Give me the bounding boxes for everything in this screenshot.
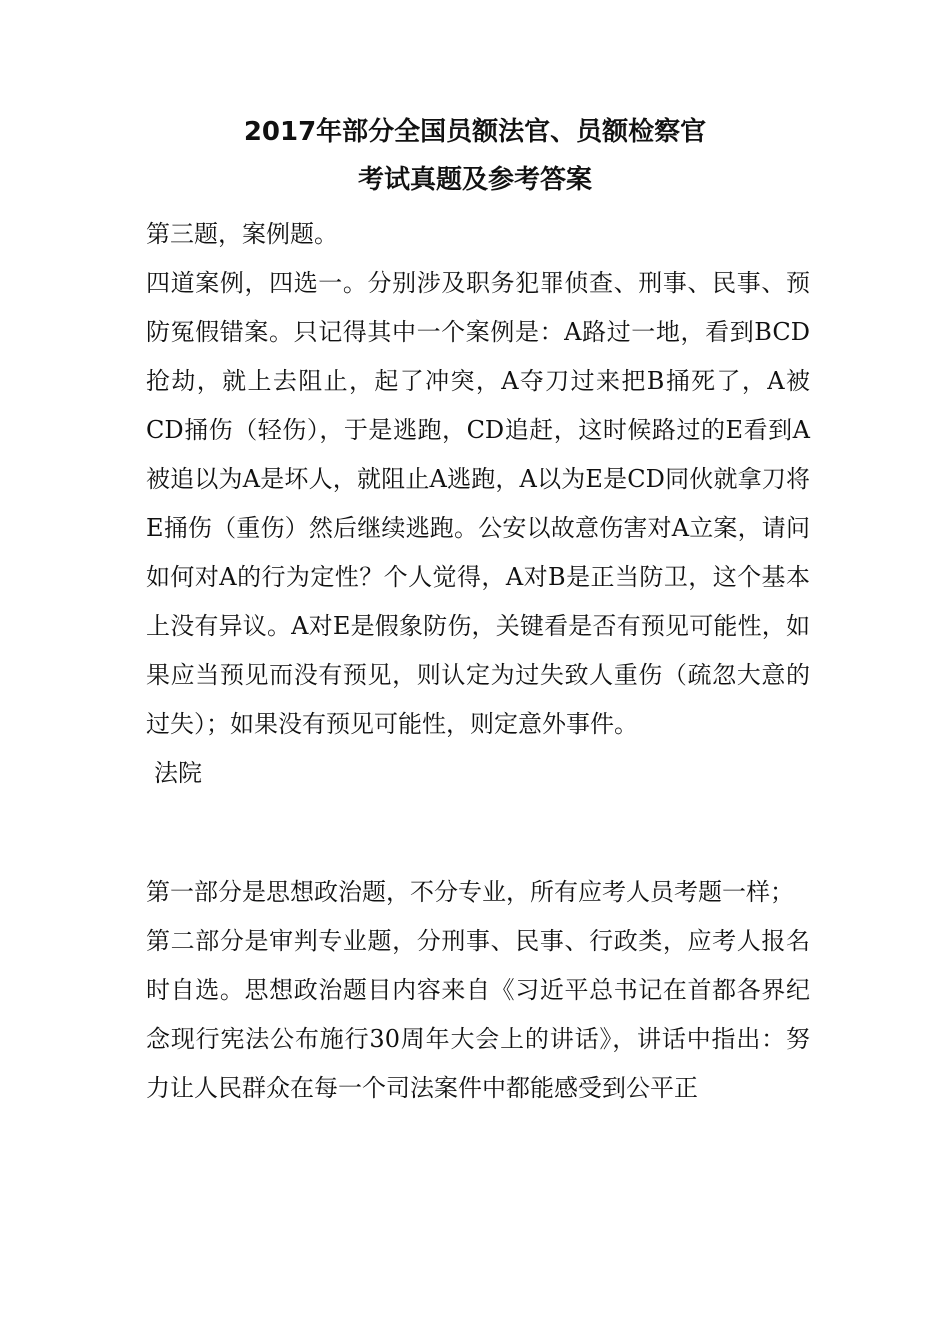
court-section-label: 法院 — [154, 759, 202, 787]
blank-space — [146, 798, 810, 868]
part-one-paragraph: 第一部分是思想政治题，不分专业，所有应考人员考题一样； — [146, 878, 794, 906]
document-body — [146, 210, 810, 1113]
title-line-2: 考试真题及参考答案 — [357, 165, 592, 195]
document-title — [0, 108, 950, 204]
part-two-paragraph: 第二部分是审判专业题，分刑事、民事、行政类，应考人报名时自选。思想政治题目内容来自《习近平总书记在首都各界纪念现行宪法公布施行30周年大会上的讲话》，讲话中指出：努力让人民群众在每一个司法案件中都能感受到公平正 — [146, 927, 810, 1102]
section-heading: 第三题，案例题。 — [146, 220, 338, 248]
title-line-1: 2017年部分全国员额法官、员额检察官 — [243, 117, 707, 147]
case-paragraph: 四道案例，四选一。分别涉及职务犯罪侦查、刑事、民事、预防冤假错案。只记得其中一个案例是：A路过一地，看到BCD抢劫，就上去阻止，起了冲突，A夺刀过来把B捅死了，A被CD捅伤（轻伤），于是逃跑，CD追赶，这时候路过的E看到A被追以为A是坏人，就阻止A逃跑，A以为E是CD同伙就拿刀将E捅伤（重伤）然后继续逃跑。公安以故意伤害对A立案，请问如何对A的行为定性？个人觉得，A对B是正当防卫，这个基本上没有异议。A对E是假象防伤，关键看是否有预见可能性，如果应当预见而没有预见，则认定为过失致人重伤（疏忽大意的过失）；如果没有预见可能性，则定意外事件。 — [146, 269, 810, 738]
